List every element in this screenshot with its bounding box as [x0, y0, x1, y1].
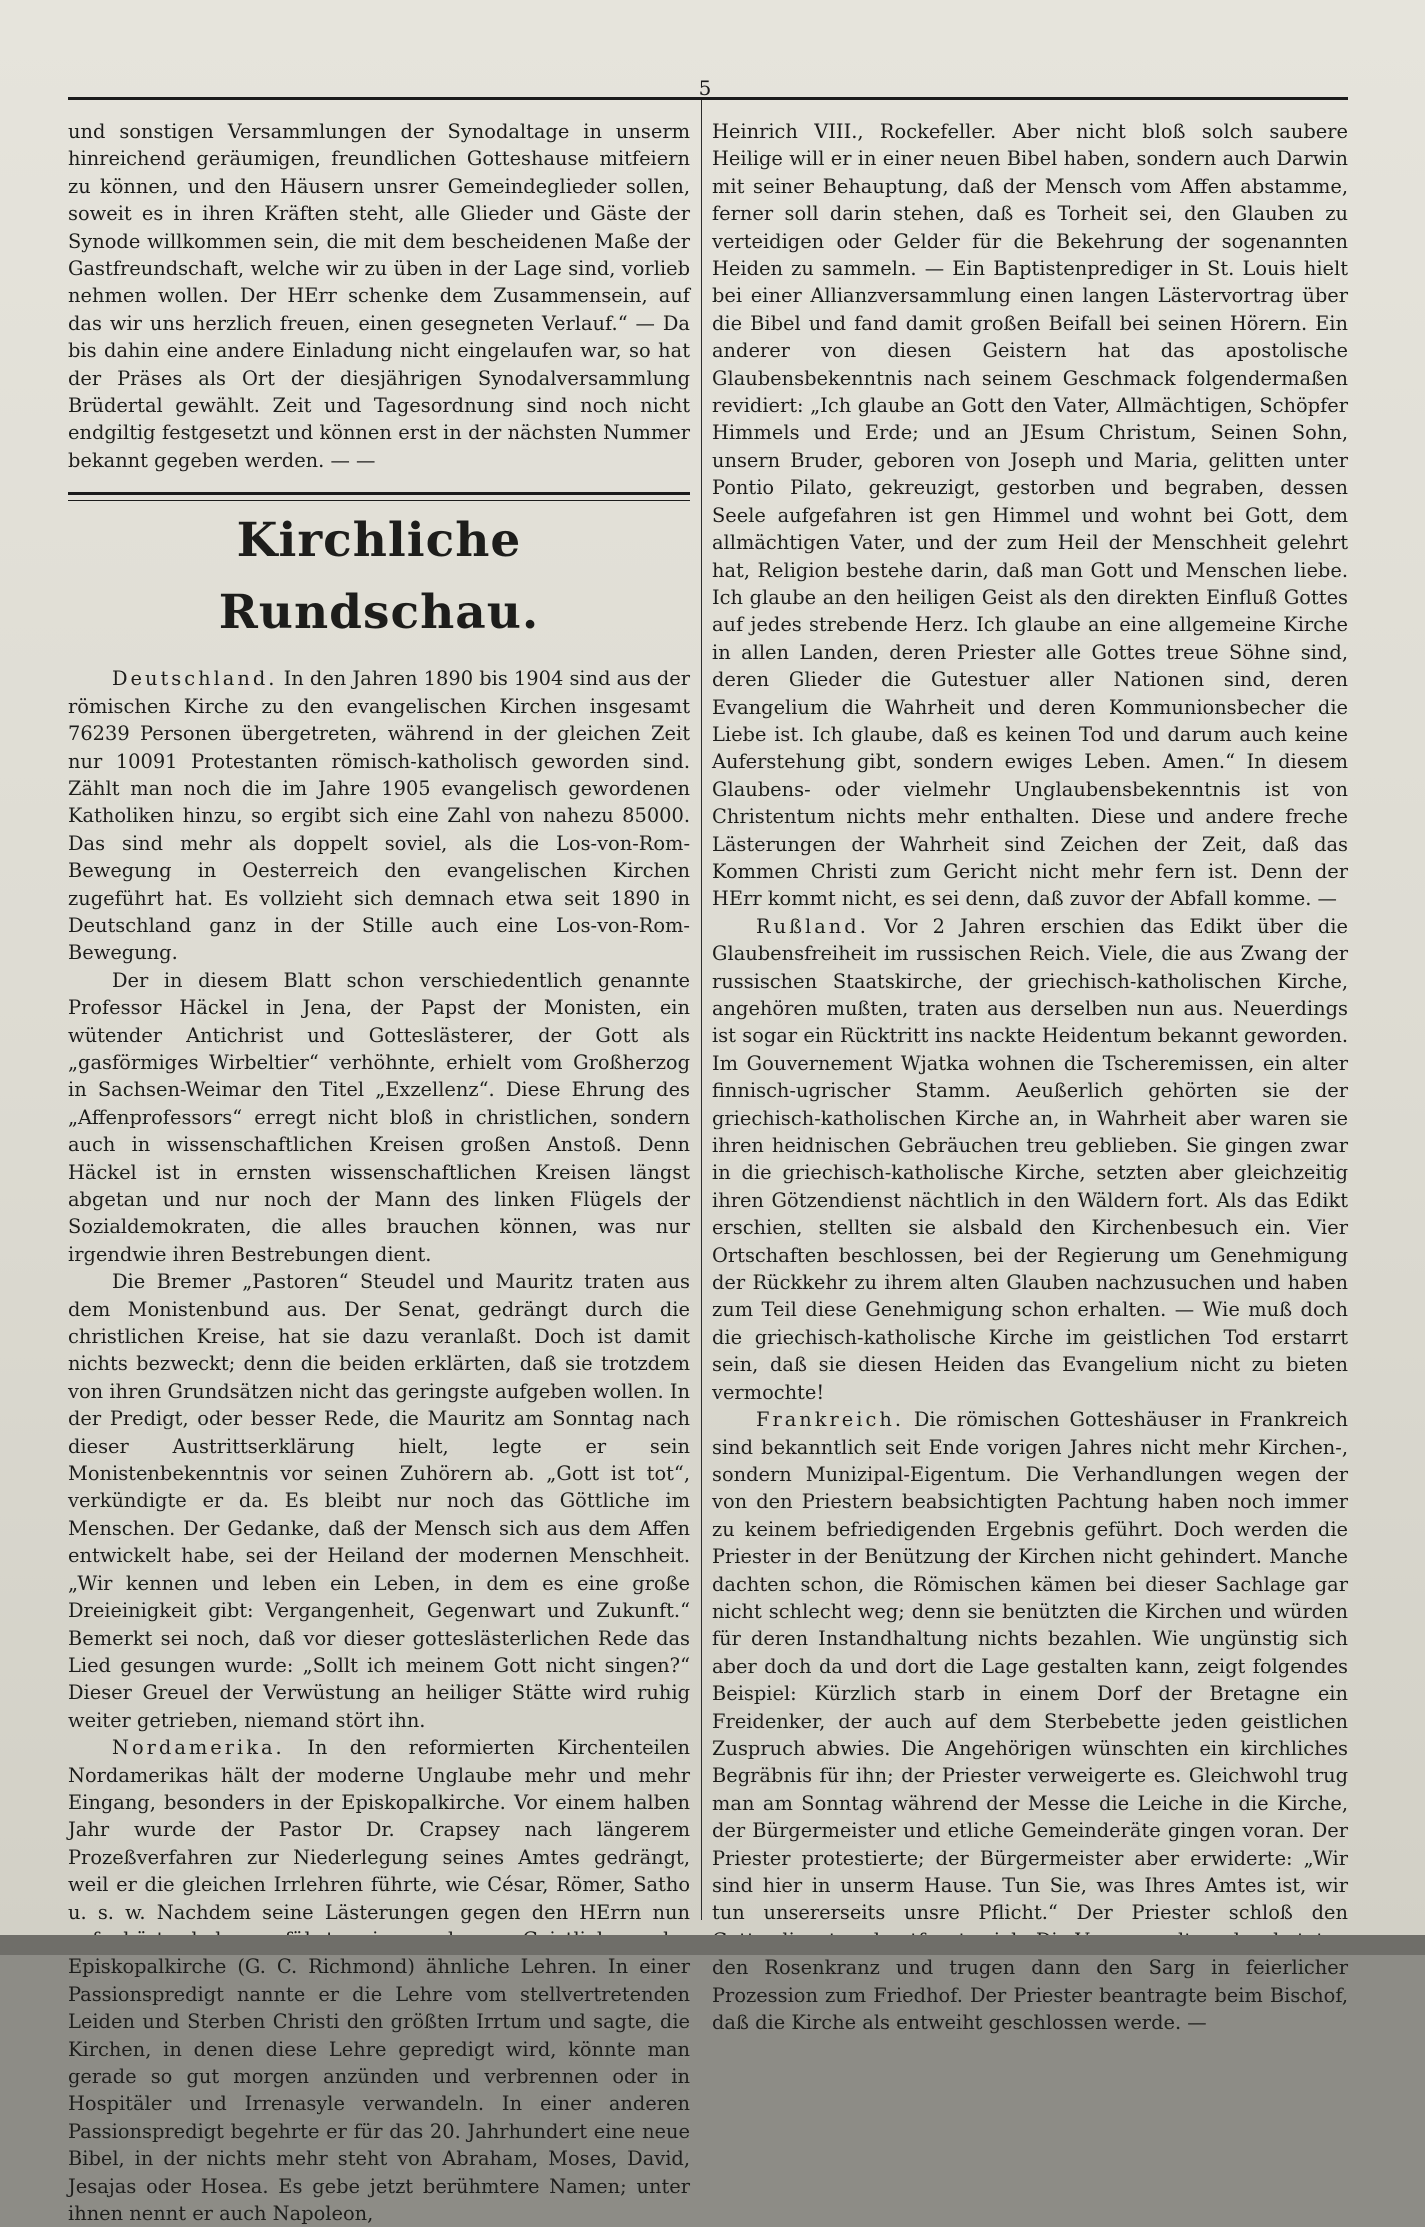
- column-divider: [701, 100, 702, 1920]
- header-rule: [68, 97, 1348, 100]
- article-body: Die römischen Gotteshäuser in Frankreich sind bekanntlich seit Ende vorigen Jahres nicht mehr Kirchen-, sondern Munizipal-Eigentum. Die Verhandlungen wegen der von den Priestern beabsichtigten Pachtung haben noch immer zu keinem befriedigenden Ergebnis geführt. Doch werden die Priester in der Benützung der Kirchen nicht gehindert. Manche dachten schon, die Römischen kämen bei dieser Sachlage gar nicht schlecht weg; denn sie benützten die Kirchen und würden für deren Instandhaltung nichts bezahlen. Wie ungünstig sich aber doch da und dort die Lage gestalten kann, zeigt folgendes Beispiel: Kürzlich starb in einem Dorf der Bretagne ein Freidenker, der auch auf dem Sterbebette jeden geistlichen Zuspruch abwies. Die Angehörigen wünschten ein kirchliches Begräbnis für ihn; der Priester verweigerte es. Gleichwohl trug man am Sonntag während der Messe die Leiche in die Kirche, der Bürgermeister und etliche Gemeinderäte gingen voran. Der Priester protestierte; der Bürgermeister aber erwiderte: „Wir sind hier in unserm Hause. Tun Sie, was Ihres Amtes ist, wir tun unsererseits unsre Pflicht.“ Der Priester schloß den den Rosenkranz und trugen dann den Sarg in feierlicher Prozession zum Friedhof. Der Priester beantragte beim Bischof, daß die Kirche als entweiht geschlossen werde. —: [712, 1408, 1349, 2035]
- synod-announcement-text: und sonstigen Versammlungen der Synodaltage in unserm hinreichend geräumigen, freundlichen Gotteshause mitfeiern zu können, und den Häusern unsrer Gemeindeglieder sollen, soweit es in ihren Kräften steht, alle Glieder und Gäste der Synode willkommen sein, die mit dem bescheidenen Maße der Gastfreundschaft, welche wir zu üben in der Lage sind, vorlieb nehmen wollen. Der HErr schenke dem Zusammensein, auf das wir uns herzlich freuen, einen gesegneten Verlauf.“ — Da bis dahin eine andere Einladung nicht eingelaufen war, so hat der Präses als Ort der diesjährigen Synodalversammlung Brüdertal gewählt. Zeit und Tagesordnung sind noch nicht endgiltig festgesetzt und können erst in der nächsten Nummer bekannt gegeben werden. — —: [68, 120, 690, 472]
- article-deutschland: [68, 665, 690, 966]
- article-lead: Frankreich.: [756, 1408, 904, 1432]
- left-column: [68, 118, 690, 2227]
- right-column: [712, 118, 1348, 2036]
- article-body: In den Jahren 1890 bis 1904 sind aus der römischen Kirche zu den evangelischen Kirchen insgesamt 76239 Personen übergetreten, während in der gleichen Zeit nur 10091 Protestanten römisch-katholisch geworden sind. Zählt man noch die im Jahre 1905 evangelisch gewordenen Katholiken hinzu, so ergibt sich eine Zahl von nahezu 85000. Das sind mehr als doppelt soviel, als die Los-von-Rom-Bewegung in Oesterreich den evangelischen Kirchen zugeführt hat. Es vollzieht sich demnach etwa seit 1890 in Deutschland ganz in der Stille auch eine Los-von-Rom-Bewegung.: [68, 667, 690, 965]
- article-lead: Rußland.: [756, 914, 869, 938]
- article-haeckel: Der in diesem Blatt schon verschiedentlich genannte Professor Häckel in Jena, der Papst der Monisten, ein wütender Antichrist und Gotteslästerer, der Gott als „gasförmiges Wirbeltier“ verhöhnte, erhielt vom Großherzog in Sachsen-Weimar den Titel „Exzellenz“. Diese Ehrung des „Affenprofessors“ erregt nicht bloß in christlichen, sondern auch in wissenschaftlichen Kreisen großen Anstoß. Denn Häckel ist in ernsten wissenschaftlichen Kreisen längst abgetan und nur noch der Mann des linken Flügels der Sozialdemokraten, die alles brauchen können, was nur irgendwie ihren Bestrebungen dient.: [68, 968, 690, 1266]
- article-lead: Nordamerika.: [112, 1736, 285, 1760]
- section-divider: [68, 492, 690, 501]
- page-number: 5: [698, 76, 712, 100]
- section-heading: Kirchliche Rundschau.: [218, 513, 540, 641]
- article-body: In den reformierten Kirchenteilen Nordamerikas hält der moderne Unglaube mehr und mehr Eingang, besonders in der Episkopalkirche. Vor einem halben Jahr wurde der Pastor Dr. Crapsey nach längerem Prozeßverfahren zur Niederlegung seines Amtes gedrängt, weil er die gleichen Irrlehren führte, wie César, Römer, Satho u. s. w. Nachdem seine Lästerungen gegen den HErrn nun Episkopalkirche (G. C. Richmond) ähnliche Lehren. In einer Passionspredigt nannte er die Lehre vom stellvertretenden Leiden und Sterben Christi den größten Irrtum und sagte, die Kirchen, in denen diese Lehre gepredigt wird, könnte man gerade so gut morgen anzünden und verbrennen oder in Hospitäler und Irrenasyle verwandeln. In einer anderen Passionspredigt begehrte er für das 20. Jahrhundert eine neue Bibel, in der nichts mehr steht von Abraham, Moses, David, Jesajas oder Hosea. Es gebe jetzt berühmtere Namen; unter ihnen nennt er auch Napoleon,: [68, 1736, 690, 2226]
- article-russland: [712, 913, 1348, 1406]
- article-bremen: Die Bremer „Pastoren“ Steudel und Mauritz traten aus dem Monistenbund aus. Der Senat, gedrängt durch die christlichen Kreise, hat sie dazu veranlaßt. Doch ist damit nichts bezweckt; denn die beiden erklärten, daß sie trotzdem von ihren Grundsätzen nicht das geringste aufgeben wollen. In der Predigt, oder besser Rede, die Mauritz am Sonntag nach dieser Austrittserklärung hielt, legte er sein Monistenbekenntnis vor seinen Zuhörern ab. „Gott ist tot“, verkündigte er da. Es bleibt nur noch das Göttliche im Menschen. Der Gedanke, daß der Mensch sich aus dem Affen entwickelt habe, sei der Heiland der modernen Menschheit. „Wir kennen und leben ein Leben, in dem es eine große Dreieinigkeit gibt: Vergangenheit, Gegenwart und Zukunft.“ Bemerkt sei noch, daß vor dieser gotteslästerlichen Rede das Lied gesungen wurde: „Sollt ich meinem Gott nicht singen?“ Dieser Greuel der Verwüstung an heiliger Stätte wird ruhig weiter getrieben, niemand stört ihn.: [68, 1270, 690, 1732]
- article-nordamerika: [68, 1734, 690, 2227]
- page-bottom-edge: [0, 1935, 1425, 1955]
- article-lead: Deutschland.: [112, 667, 278, 691]
- article-nordamerika-continued: Heinrich VIII., Rockefeller. Aber nicht bloß solch saubere Heilige will er in einer neuen Bibel haben, sondern auch Darwin mit seiner Behauptung, daß der Mensch vom Affen abstamme, ferner soll darin stehen, daß es Torheit sei, den Glauben zu verteidigen oder Gelder für die Bekehrung der sogenannten Heiden zu sammeln. — Ein Baptistenprediger in St. Louis hielt bei einer Allianzversammlung einen langen Lästervortrag über die Bibel und fand damit großen Beifall bei seinen Hörern. Ein anderer von diesen Geistern hat das apostolische Glaubensbekenntnis nach seinem Geschmack folgendermaßen revidiert: „Ich glaube an Gott den Vater, Allmächtigen, Schöpfer Himmels und Erde; und an JEsum Christum, Seinen Sohn, unsern Bruder, geboren von Joseph und Maria, gelitten unter Pontio Pilato, gekreuzigt, gestorben und begraben, dessen Seele aufgefahren ist gen Himmel und wohnt bei Gott, dem allmächtigen Vater, und der zum Heil der Menschheit gelehrt hat, Religion bestehe darin, daß man Gott und Menschen liebe. Ich glaube an den heiligen Geist als den direkten Einfluß Gottes auf jedes strebende Herz. Ich glaube an eine allgemeine Kirche in allen Landen, deren Priester alle Gottes treue Söhne sind, deren Glieder die Gutestuer aller Nationen sind, deren Evangelium die Wahrheit und deren Kommunionsbecher die Liebe ist. Ich glaube, daß es keinen Tod und darum auch keine Auferstehung gibt, sondern ewiges Leben. Amen.“ In diesem Glaubens- oder vielmehr Unglaubensbekenntnis ist von Christentum nichts mehr enthalten. Diese und andere freche Lästerungen der Wahrheit sind Zeichen der Zeit, daß das Kommen Christi zum Gericht nicht mehr fern ist. Denn der HErr kommt nicht, es sei denn, daß zuvor der Abfall komme. —: [712, 120, 1348, 911]
- article-body: Vor 2 Jahren erschien das Edikt über die Glaubensfreiheit im russischen Reich. Viele, die aus Zwang der russischen Staatskirche, der griechisch-katholischen Kirche, angehören mußten, traten aus derselben nun aus. Neuerdings ist sogar ein Rücktritt ins nackte Heidentum bekannt geworden. Im Gouvernement Wjatka wohnen die Tscheremissen, ein alter finnisch-ugrischer Stamm. Aeußerlich gehörten sie der griechisch-katholischen Kirche an, in Wahrheit aber waren sie ihren heidnischen Gebräuchen treu geblieben. Sie gingen zwar in die griechisch-katholische Kirche, setzten aber gleichzeitig ihren Götzendienst nächtlich in den Wäldern fort. Als das Edikt erschien, stellten sie alsbald den Kirchenbesuch ein. Vier Ortschaften beschlossen, bei der Regierung um Genehmigung der Rückkehr zu ihrem alten Glauben nachzusuchen und haben zum Teil diese Genehmigung schon erhalten. — Wie muß doch die griechisch-katholische Kirche im geistlichen Tod erstarrt sein, daß sie diesen Heiden das Evangelium nicht zu bieten vermochte!: [712, 914, 1348, 1404]
